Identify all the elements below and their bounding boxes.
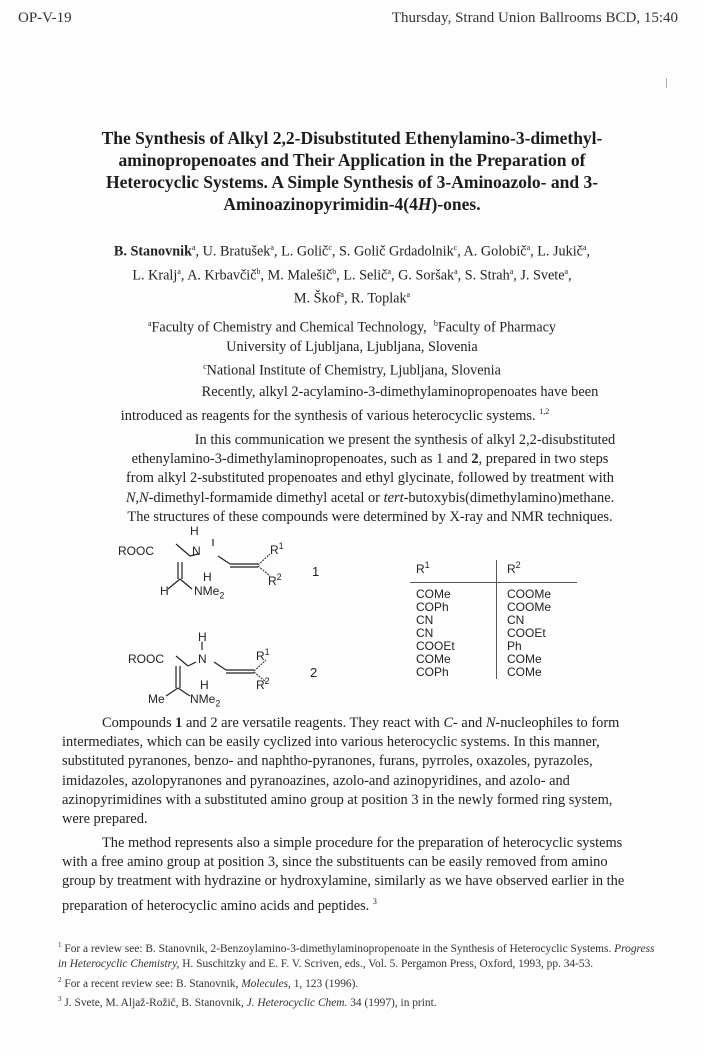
column-header-r2: $R^2$ xyxy=(497,560,578,583)
compound-number-2: 2 xyxy=(310,665,318,680)
reagents-paragraph: Compounds 1 and 2 are versatile reagents. They react with C- and N-nucleophiles to form intermediates, which can be easily cyclized into various heterocyclic systems. In this manner, substituted pyranones, benzo- and naphtho-pyranones, furans, pyrroles, oxazoles, pyrazoles, imidazoles, azolopyranones and pyranoazines, azolo-and azinopyridines, and azolo- and azinopyrimidines with a substituted amino group at position 3 in the newly formed ring system, were prepared. xyxy=(62,715,620,828)
footnote-1: $^1$ For a review see: B. Stanovnik, 2-Benzoylamino-3-dimethylaminopropenoate in the Synthesis of Heterocyclic Systems. Progress in Heterocyclic Chemistry, H. Suschitzky and E. F. V. Scriven, eds., Vol. 5. Pergamon Press, Oxford, 1993, pp. 34-53. xyxy=(58,941,655,971)
table-row: COPh COOMe xyxy=(410,601,577,614)
table-row: CN CN xyxy=(410,614,577,627)
method-paragraph: The method represents also a simple procedure for the preparation of heterocyclic systems with a free amino group at position 3, since the substituents can be easily removed from amino group by treatment with hydrazine or hydroxylamine, similarly as we have observed earlier in the preparation of heterocyclic amino acids and peptides. $^3$ xyxy=(62,835,625,914)
table-row: COOEt Ph xyxy=(410,640,577,653)
compound-number-1: 1 xyxy=(312,564,320,579)
footnote-2: $^2$ For a recent review see: B. Stanovnik, Molecules, 1, 123 (1996). xyxy=(58,975,359,990)
footnotes xyxy=(58,938,658,1011)
table-row: COMe COMe xyxy=(410,653,577,666)
substituent-table xyxy=(410,560,577,679)
author: G. Soršak xyxy=(398,267,455,284)
table-row: COPh COMe xyxy=(410,666,577,679)
author: R. Toplak xyxy=(351,291,407,308)
author: M. Škof xyxy=(293,291,341,308)
author-list: B. Stanovnik$^a$, U. Bratušek$^a$, L. Golič$^c$, S. Golič Grdadolnik$^c$, A. Golobič$^a$, L. Jukič$^a$, L. Kralj$^a$, A. Krbavčič$^b$, M. Malešič$^b$, L. Selič$^a$, G. Soršak$^a$, S. Strah$^a$, J. Svete$^a$, M. Škof$^a$, R. Toplak$^a$ xyxy=(113,243,591,308)
table-row: COMe COOMe xyxy=(410,583,577,602)
session-code: OP-V-19 xyxy=(18,10,72,26)
footnote-3: $^3$ J. Svete, M. Aljaž-Rožič, B. Stanovnik, J. Heterocyclic Chem. 34 (1997), in print. xyxy=(58,995,437,1009)
structure-2: H ROOC N $R^1$ H $R^2$ Me NMe$_2$ 2 xyxy=(128,630,328,720)
scan-mark xyxy=(666,78,667,88)
author: L. Kralj xyxy=(132,267,178,284)
table-row: CN COOEt xyxy=(410,627,577,640)
author: A. Krbavčič xyxy=(187,267,257,284)
author: L. Selič xyxy=(343,267,388,284)
author: B. Stanovnik xyxy=(113,243,192,260)
intro-paragraph: Recently, alkyl 2-acylamino-3-dimethylaminopropenoates have been introduced as reagents for the synthesis of various heterocyclic systems. $^{1,2}$ xyxy=(120,384,599,424)
structure-1-bonds xyxy=(118,524,318,614)
author: L. Golič xyxy=(281,243,329,260)
affiliations: $^a$Faculty of Chemistry and Chemical Technology, $^b$Faculty of Pharmacy University of Ljubljana, Ljubljana, Slovenia $^c$National Institute of Chemistry, Ljubljana, Slovenia xyxy=(147,319,557,379)
author: M. Malešič xyxy=(267,267,333,284)
author: S. Golič Grdadolnik xyxy=(339,243,454,260)
author: S. Strah xyxy=(464,267,510,284)
session-info: Thursday, Strand Union Ballrooms BCD, 15:40 xyxy=(391,10,678,26)
author: L. Jukič xyxy=(537,243,583,260)
author: U. Bratušek xyxy=(202,243,271,260)
structure-2-bonds xyxy=(128,630,328,720)
communication-paragraph: In this communication we present the synthesis of alkyl 2,2-disubstituted ethenylamino-3-dimethylaminopropenoates, such as 1 and 2, prepared in two steps from alkyl 2-substituted propenoates and ethyl glycinate, followed by treatment with N,N-dimethyl-formamide dimethyl acetal or tert-butoxybis(dimethylamino)methane. The structures of these compounds were determined by X-ray and NMR techniques. xyxy=(125,432,616,525)
structure-1: H ROOC N $R^1$ H $R^2$ H NMe$_2$ 1 xyxy=(118,524,318,614)
author: J. Svete xyxy=(520,267,565,284)
author: A. Golobič xyxy=(463,243,527,260)
paper-title: The Synthesis of Alkyl 2,2-Disubstituted Ethenylamino-3-dimethyl- aminopropenoates and Their Application in the Preparation of Heterocyclic Systems. A Simple Synthesis of 3-Aminoazolo- and 3- Aminoazinopyrimidin-4(4H)-ones. xyxy=(101,128,603,214)
column-header-r1: $R^1$ xyxy=(410,560,497,583)
